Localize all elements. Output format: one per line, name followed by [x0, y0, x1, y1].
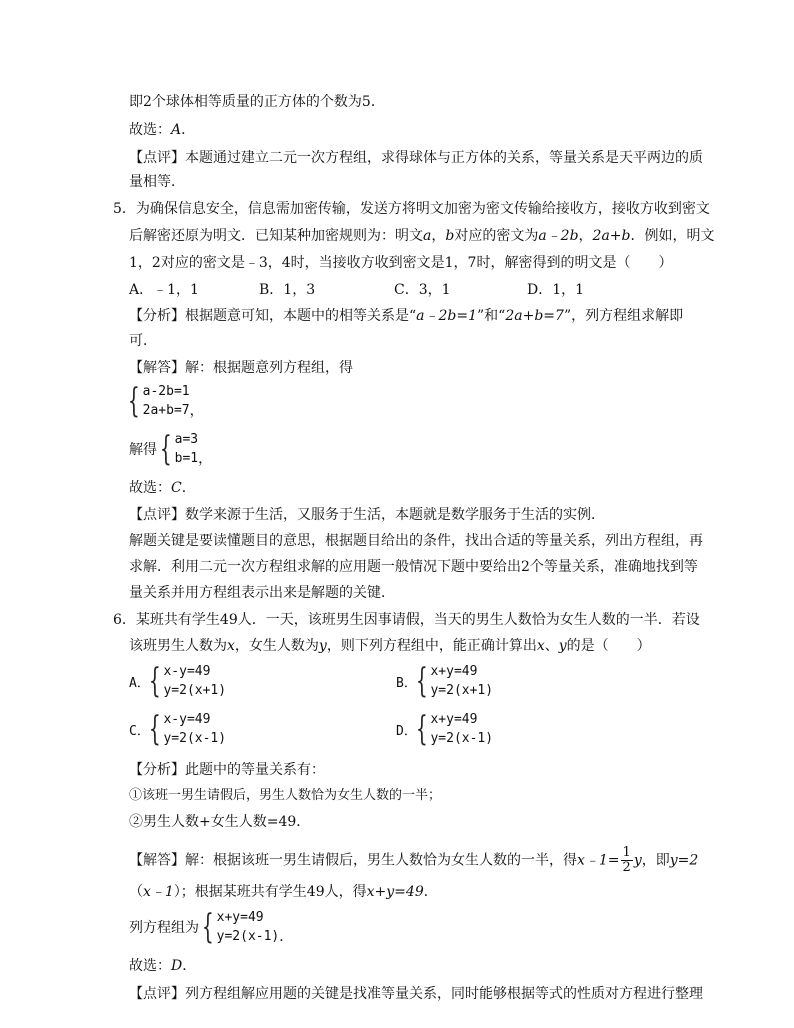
question-6-line-2: [129, 636, 651, 656]
text: 该班男生人数为: [129, 638, 227, 654]
text: ．: [181, 122, 196, 138]
math-expr: 2a+b=7: [505, 308, 564, 324]
equation: y=2(x-1): [163, 731, 227, 746]
text: 【解答】解：根据该班一男生请假后，男生人数恰为女生人数的一半，得: [129, 852, 577, 869]
text: 即2个球体相等质量的正方体的个数为5．: [129, 94, 385, 110]
equation: y=2(x-1): [216, 929, 280, 944]
question-6-line-1: [113, 610, 700, 630]
text: ，: [578, 228, 593, 244]
text: ”和“: [477, 308, 506, 324]
solution-line-1: [129, 846, 698, 875]
math-expr: x﹣1=: [577, 852, 620, 869]
equation: x+y=49: [430, 664, 478, 679]
option-d: [527, 280, 584, 300]
text: 1，2对应的密文是﹣3，4时，当接收方收到密文是1，7时，解密得到的明文是（ ）: [129, 255, 673, 271]
fraction: [621, 846, 633, 875]
text: 5．为确保信息安全，信息需加密传输，发送方将明文加密为密文传输给接收方，接收方收到密文: [113, 201, 710, 217]
text: ．例如，明文: [630, 228, 715, 244]
math-expr: a﹣2b: [538, 228, 579, 244]
text: 求解．利用二元一次方程组求解的应用题一般情况下题中要给出2个等量关系，准确地找到等: [129, 559, 698, 575]
math-var: y: [558, 638, 567, 654]
solution-system: [129, 430, 212, 468]
text: 量相等．: [129, 174, 185, 190]
math-expr: x﹣1: [143, 884, 174, 900]
comment-line: [129, 984, 703, 1004]
equation: 2a+b=7: [142, 403, 190, 418]
text: ，即: [641, 852, 670, 869]
text: ”，列方程组求解即: [563, 308, 684, 324]
equation: b=1: [174, 451, 199, 466]
text: ，: [198, 451, 213, 467]
text: 列方程组为: [129, 920, 199, 936]
text: 【点评】数学来源于生活，又服务于生活，本题就是数学服务于生活的实例．: [129, 507, 605, 523]
equation: a-2b=1: [142, 384, 190, 399]
text: D．1，1: [527, 282, 585, 298]
text: ．: [181, 480, 196, 496]
question-5-line-3: [129, 253, 672, 273]
equation: y=2(x-1): [430, 731, 494, 746]
answer-line: [129, 120, 195, 140]
equation: a=3: [174, 432, 199, 447]
math-expr: y=2: [669, 852, 699, 869]
comment-line: [129, 583, 395, 603]
brace-icon: {: [415, 709, 428, 749]
option-b: [259, 280, 315, 300]
text: ①该班一男生请假后，男生人数恰为女生人数的一半；: [129, 788, 442, 803]
equation: y=2(x+1): [430, 683, 494, 698]
option-b: [396, 662, 493, 700]
brace-icon: {: [159, 429, 172, 469]
analysis-line-2: [129, 331, 157, 351]
equation: x+y=49: [430, 712, 478, 727]
text: 解得: [129, 442, 157, 458]
brace-icon: {: [127, 381, 140, 421]
option-label: C．: [129, 723, 150, 739]
text: B．1，3: [259, 282, 316, 298]
answer-line: [129, 956, 196, 976]
math-var: x: [536, 638, 545, 654]
equation: y=2(x+1): [163, 683, 227, 698]
math-expr: 2a+b: [592, 228, 631, 244]
math-var: a: [423, 228, 432, 244]
option-label: D．: [396, 723, 417, 739]
text: ，: [431, 228, 446, 244]
text: 故选：: [129, 958, 171, 974]
text: 、: [544, 638, 559, 654]
text: ，: [189, 403, 204, 419]
text: ．: [423, 884, 438, 900]
text: 解题关键是要读懂题目的意思，根据题目给出的条件，找出合适的等量关系，列出方程组，再: [129, 533, 703, 549]
equation: x-y=49: [163, 712, 211, 727]
comment-line: [129, 505, 605, 525]
text: 量关系并用方程组表示出来是解题的关键．: [129, 585, 395, 601]
answer-letter: A: [171, 122, 182, 138]
option-c: [394, 280, 451, 300]
equation-system: [129, 382, 204, 420]
text: ）；根据某班共有学生49人，得: [173, 884, 367, 900]
analysis-line-2: [129, 786, 441, 806]
math-var: b: [445, 228, 455, 244]
fraction-numerator: 1: [622, 845, 631, 860]
answer-letter: D: [171, 958, 183, 974]
text: ，女生人数为: [234, 638, 319, 654]
option-d: [396, 710, 493, 748]
option-a: [129, 662, 226, 700]
comment-line: [129, 531, 703, 551]
solution-line-1: [129, 358, 353, 378]
fraction-denominator: 2: [622, 860, 631, 875]
text: 可．: [129, 333, 157, 349]
text: 【点评】列方程组解应用题的关键是找准等量关系，同时能够根据等式的性质对方程进行整理: [129, 986, 703, 1002]
text: 【分析】根据题意可知，本题中的相等关系是“: [129, 308, 417, 324]
solution-line-2: [129, 882, 438, 902]
text: 【点评】本题通过建立二元一次方程组，求得球体与正方体的关系，等量关系是天平两边的质: [129, 150, 703, 166]
analysis-line-1: [129, 306, 683, 326]
math-expr: a﹣2b=1: [416, 308, 478, 324]
text: 【分析】此题中的等量关系有：: [129, 762, 325, 778]
text: 的是（ ）: [566, 638, 651, 654]
text: A．﹣1，1: [129, 282, 199, 298]
option-label: A．: [129, 675, 150, 691]
math-var: y: [318, 638, 327, 654]
comment-line: [129, 148, 703, 168]
answer-line: [129, 478, 196, 498]
text: ，则下列方程组中，能正确计算出: [326, 638, 537, 654]
option-label: B．: [396, 675, 417, 691]
equation: x-y=49: [163, 664, 211, 679]
option-c: [129, 710, 226, 748]
text: 故选：: [129, 480, 171, 496]
text: 故选：: [129, 122, 171, 138]
text: 对应的密文为: [454, 228, 539, 244]
text: ．: [279, 929, 294, 945]
text: 6．某班共有学生49人．一天，该班男生因事请假，当天的男生人数恰为女生人数的一半．若设: [113, 612, 700, 628]
equation: x+y=49: [216, 910, 264, 925]
answer-letter: C: [171, 480, 182, 496]
math-expr: x+y=49: [366, 884, 424, 900]
equation-system: [129, 908, 293, 946]
comment-line: [129, 172, 185, 192]
text: ②男生人数+女生人数=49．: [129, 814, 311, 830]
analysis-line-1: [129, 760, 325, 780]
math-var: y: [633, 852, 642, 869]
text: 后解密还原为明文．已知某种加密规则为：明文: [129, 228, 423, 244]
text-line: [129, 92, 385, 112]
brace-icon: {: [201, 907, 214, 947]
question-5-line-2: [129, 226, 715, 246]
brace-icon: {: [148, 661, 161, 701]
option-a: [129, 280, 199, 300]
question-5-line-1: [113, 199, 710, 219]
math-var: x: [227, 638, 235, 654]
text: ．: [182, 958, 197, 974]
text: （: [129, 884, 143, 900]
comment-line: [129, 557, 698, 577]
brace-icon: {: [415, 661, 428, 701]
analysis-line-3: [129, 812, 310, 832]
brace-icon: {: [148, 709, 161, 749]
text: C．3，1: [394, 282, 451, 298]
text: 【解答】解：根据题意列方程组，得: [129, 360, 353, 376]
